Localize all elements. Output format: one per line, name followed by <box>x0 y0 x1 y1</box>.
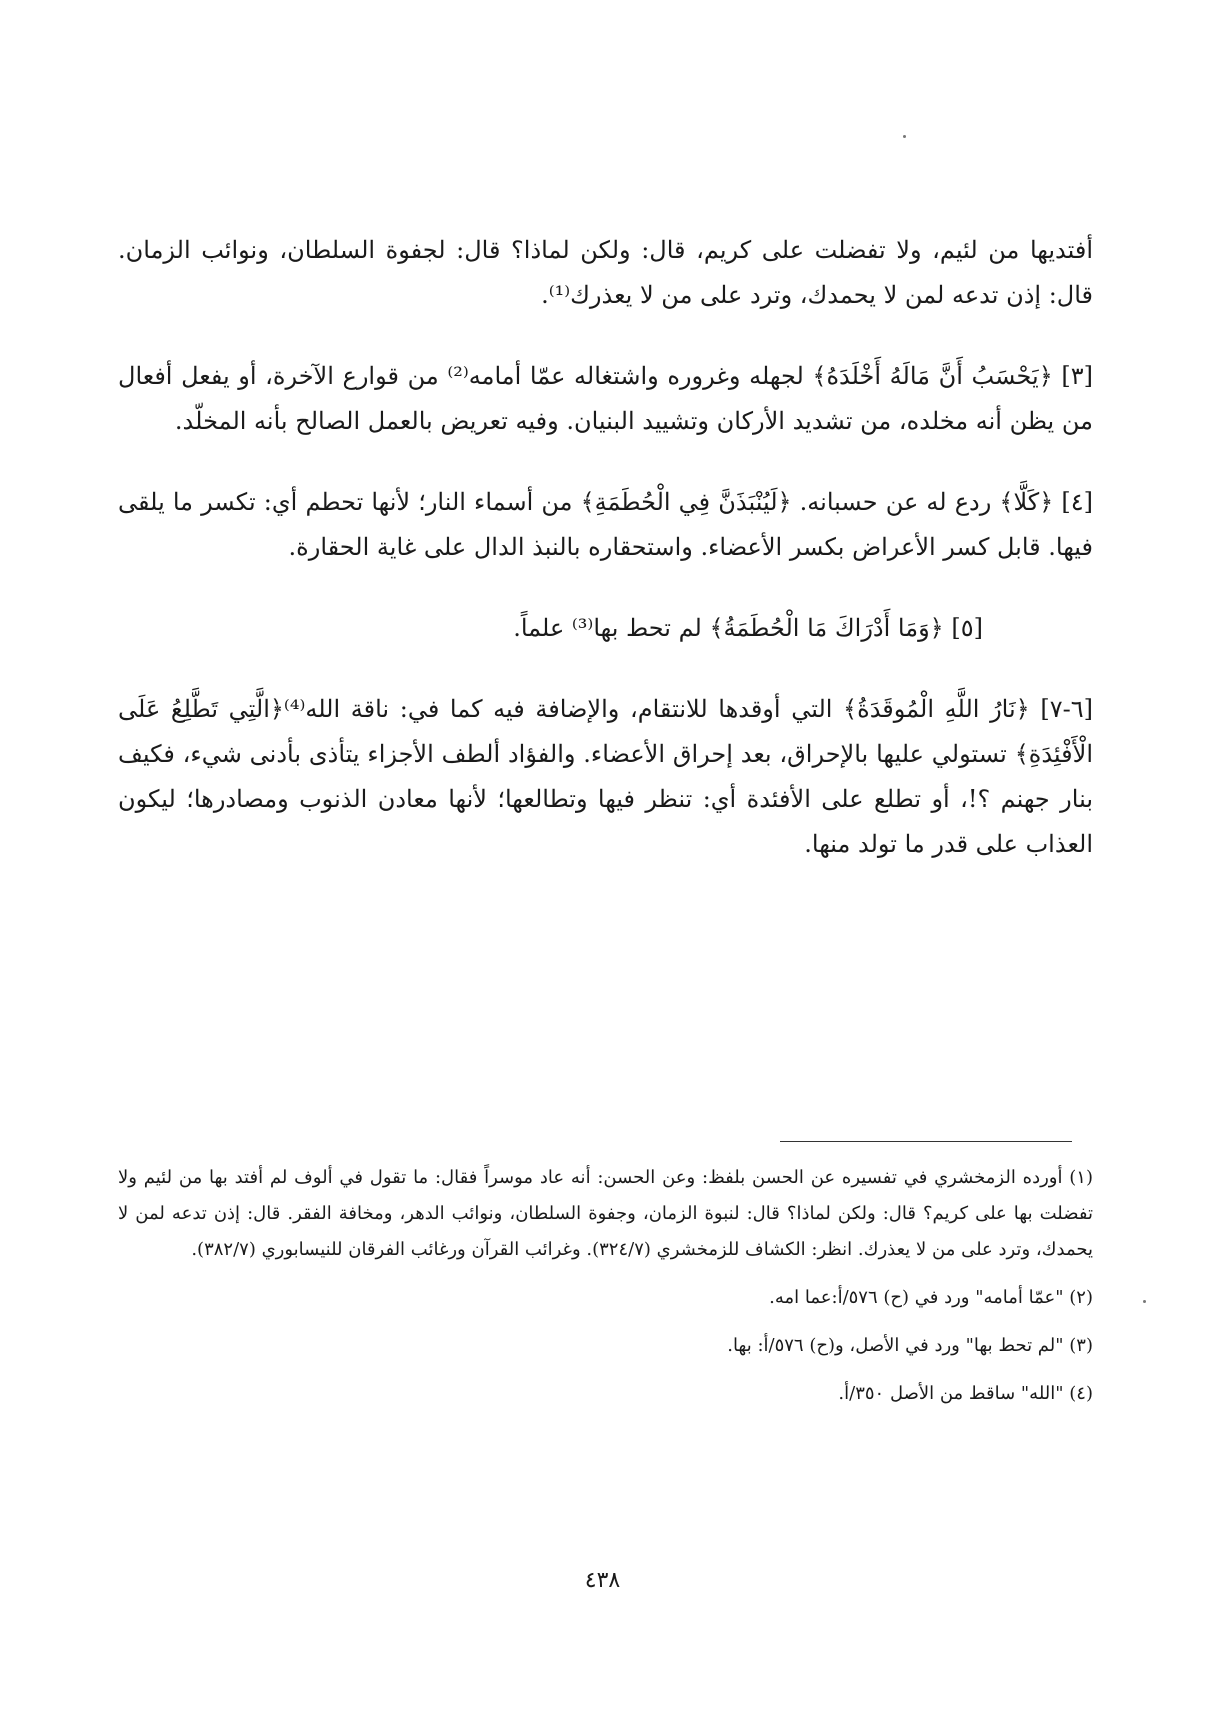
scan-speck <box>903 135 906 138</box>
page-number: ٤٣٨ <box>584 1568 621 1593</box>
footnotes <box>118 1160 1093 1424</box>
footnote-4: (٤) "الله" ساقط من الأصل ٣٥٠/أ. <box>838 1383 1093 1404</box>
paragraph-intro: أفتديها من لئيم، ولا تفضلت على كريم، قال: ولكن لماذا؟ قال: لجفوة السلطان، ونوائب الزمان. قال: إذن تدعه لمن لا يحمدك، وترد على من لا يعذرك⁽¹⁾. <box>118 236 1093 309</box>
main-text <box>118 228 1093 867</box>
paragraph-verse-4: [٤] ﴿كَلَّا﴾ ردع له عن حسبانه. ﴿لَيُنْبَذَنَّ فِي الْحُطَمَةِ﴾ من أسماء النار؛ لأنها تحطم أي: تكسر ما يلقى فيها. قابل كسر الأعراض بكسر الأعضاء. واستحقاره بالنبذ الدال على غاية الحقارة. <box>118 488 1093 561</box>
paragraph-verse-6-7: [٦-٧] ﴿نَارُ اللَّهِ الْمُوقَدَةُ﴾ التي أوقدها للانتقام، والإضافة فيه كما في: ناقة الله⁽⁴⁾﴿الَّتِي تَطَّلِعُ عَلَى الْأَفْئِدَةِ﴾ تستولي عليها بالإحراق، بعد إحراق الأعضاء. والفؤاد ألطف الأجزاء يتأذى بأدنى شيء، فكيف بنار جهنم ؟!، أو تطلع على الأفئدة أي: تنظر فيها وتطالعها؛ لأنها معادن الذنوب ومصادرها؛ ليكون العذاب على قدر ما تولد منها. <box>118 695 1094 858</box>
footnote-1: (١) أورده الزمخشري في تفسيره عن الحسن بلفظ: وعن الحسن: أنه عاد موسراً فقال: ما تقول في ألوف لم أفتد بها من لئيم ولا تفضلت بها على كريم؟ قال: ولكن لماذا؟ قال: لنبوة الزمان، وجفوة السلطان، ونوائب الدهر، ومخافة الفقر. قال: إذن تدعه لمن لا يحمدك، وترد على من لا يعذرك. انظر: الكشاف للزمخشري (٣٢٤/٧). وغرائب القرآن ورغائب الفرقان للنيسابوري (٣٨٢/٧). <box>118 1167 1093 1260</box>
footnote-separator <box>780 1141 1072 1142</box>
footnote-3: (٣) "لم تحط بها" ورد في الأصل، و(ح) ٥٧٦/أ: بها. <box>727 1335 1093 1356</box>
paragraph-verse-3: [٣] ﴿يَحْسَبُ أَنَّ مَالَهُ أَخْلَدَهُ﴾ لجهله وغروره واشتغاله عمّا أمامه⁽²⁾ من قوارع الآخرة، أو يفعل أفعال من يظن أنه مخلده، من تشديد الأركان وتشييد البنيان. وفيه تعريض بالعمل الصالح بأنه المخلّد. <box>118 362 1094 435</box>
paragraph-verse-5: [٥] ﴿وَمَا أَدْرَاكَ مَا الْحُطَمَةُ﴾ لم تحط بها⁽³⁾ علماً. <box>513 614 983 642</box>
scan-speck <box>1143 1300 1146 1303</box>
footnote-2: (٢) "عمّا أمامه" ورد في (ح) ٥٧٦/أ:عما امه. <box>769 1287 1093 1308</box>
